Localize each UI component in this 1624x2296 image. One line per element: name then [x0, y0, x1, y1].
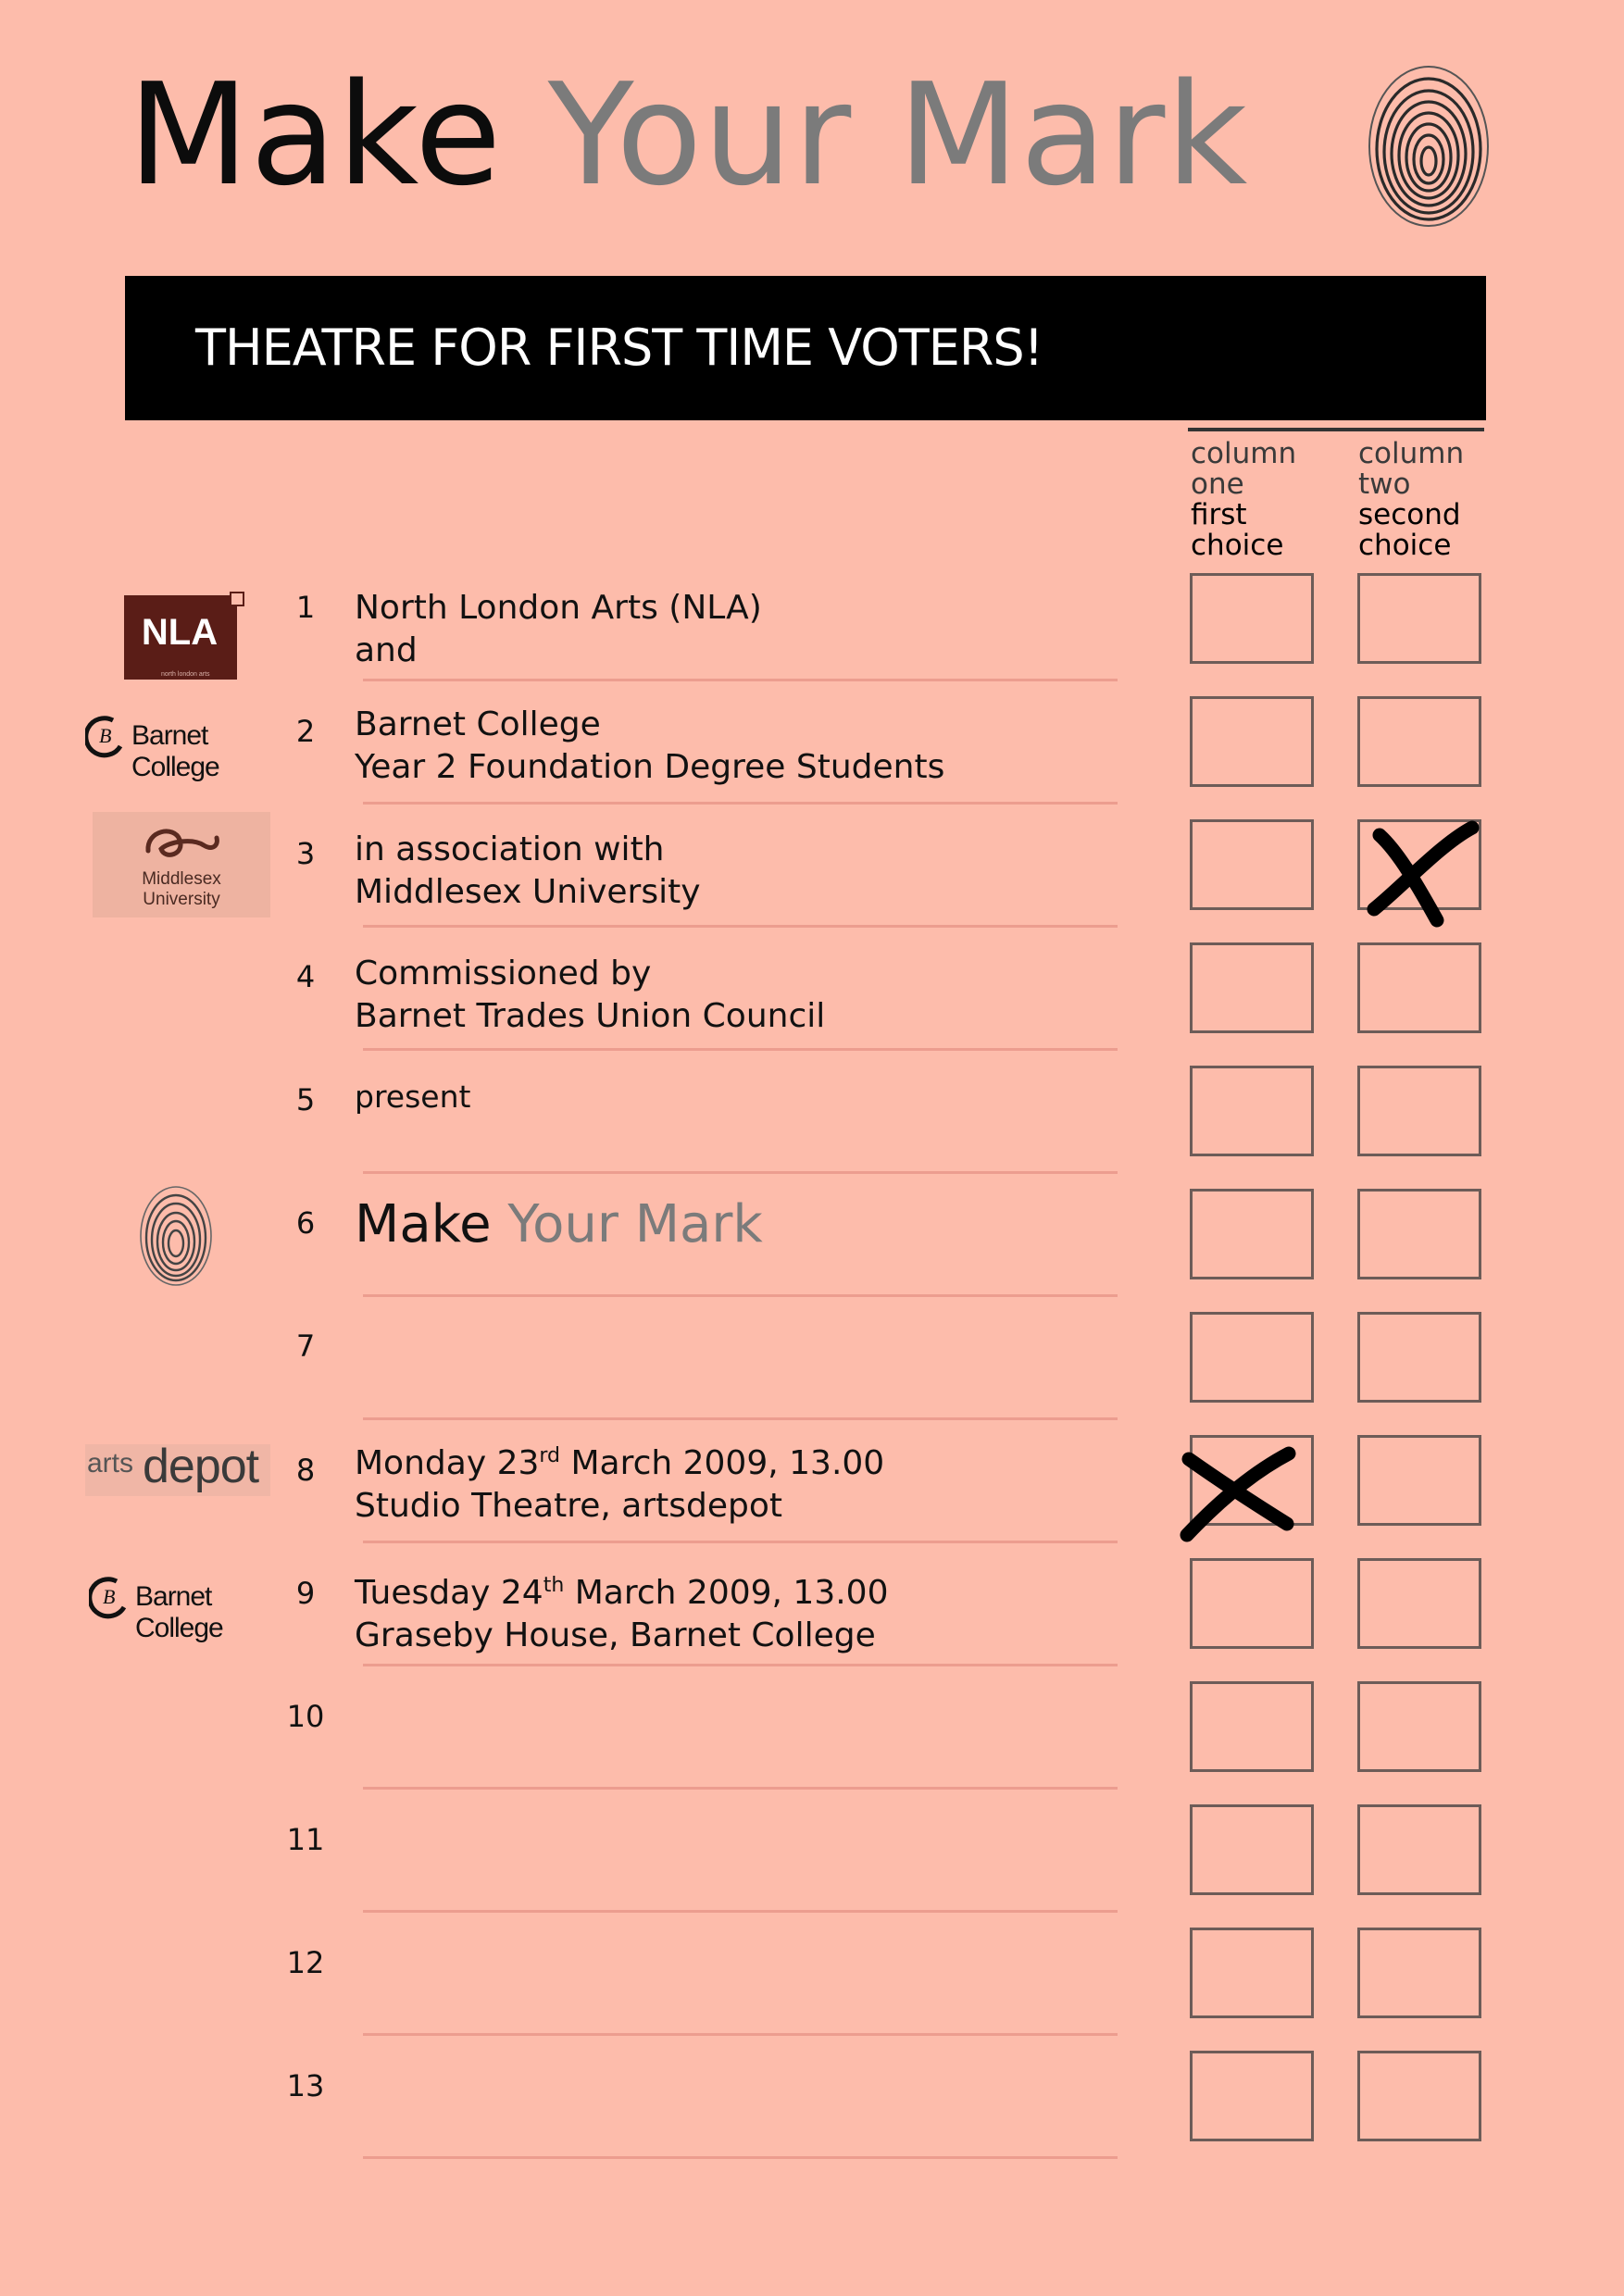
row-9-date-rest: March 2009, 13.00	[564, 1574, 889, 1612]
row-divider	[363, 802, 1118, 805]
row-11-second-choice-box[interactable]	[1357, 1804, 1481, 1895]
middlesex-logo-line2: University	[143, 890, 220, 909]
row-1-first-choice-box[interactable]	[1190, 573, 1314, 664]
middlesex-logo-line1: Middlesex	[142, 869, 221, 889]
column-two-header	[1358, 439, 1497, 561]
row-6-second-choice-box[interactable]	[1357, 1189, 1481, 1279]
row-9-first-choice-box[interactable]	[1190, 1558, 1314, 1649]
barnet-college-emblem-icon	[85, 715, 126, 759]
column-one-choice-word: choice	[1191, 529, 1284, 562]
first-choice-cross-mark-icon	[1174, 1444, 1304, 1544]
svg-text:B: B	[99, 724, 112, 747]
row-4-line2: Barnet Trades Union Council	[355, 997, 826, 1035]
row-divider	[363, 1294, 1118, 1297]
row-8-date-day: Monday 23	[355, 1444, 540, 1482]
row-number: 12	[286, 1945, 325, 1980]
column-two-number: two	[1358, 468, 1411, 501]
middlesex-swirl-icon	[137, 823, 226, 866]
row-number: 6	[295, 1205, 316, 1241]
artsdepot-logo-arts: arts	[87, 1448, 134, 1479]
title-make: Make	[128, 53, 503, 217]
row-9-date-suffix: th	[543, 1574, 565, 1597]
row-2-first-choice-box[interactable]	[1190, 696, 1314, 787]
row-divider	[363, 1787, 1118, 1790]
row-divider	[363, 1664, 1118, 1666]
row-8-line2: Studio Theatre, artsdepot	[355, 1487, 783, 1525]
row-1-line1: North London Arts (NLA)	[355, 589, 762, 627]
artsdepot-logo	[85, 1440, 270, 1496]
row-8-date-suffix: rd	[539, 1444, 560, 1467]
column-two-choice-word: choice	[1358, 529, 1452, 562]
row-divider	[363, 925, 1118, 928]
row-10-second-choice-box[interactable]	[1357, 1681, 1481, 1772]
nla-logo	[124, 595, 237, 680]
banner: THEATRE FOR FIRST TIME VOTERS!	[125, 276, 1486, 420]
second-choice-cross-mark-icon	[1363, 817, 1483, 930]
column-one-choice: first	[1191, 498, 1247, 531]
row-6-text	[355, 1194, 1114, 1255]
row-3-line1: in association with	[355, 830, 665, 868]
column-one-header	[1191, 439, 1330, 561]
row-6-your-mark: Your Mark	[507, 1194, 763, 1254]
barnet-college-logo-2	[89, 1574, 274, 1643]
column-header-rule	[1188, 428, 1484, 431]
row-8-second-choice-box[interactable]	[1357, 1435, 1481, 1526]
row-2-line2: Year 2 Foundation Degree Students	[355, 748, 945, 786]
row-divider	[363, 1910, 1118, 1913]
row-9-text	[355, 1565, 1114, 1657]
row-9-date-day: Tuesday 24	[355, 1574, 543, 1612]
title-your-mark: Your Mark	[547, 53, 1249, 217]
row-divider	[363, 679, 1118, 681]
row-5-first-choice-box[interactable]	[1190, 1066, 1314, 1156]
row-5-line1: present	[355, 1079, 471, 1115]
barnet-college-logo-text: Barnet College	[135, 1581, 223, 1643]
row-9-line1	[355, 1565, 1114, 1615]
row-5-second-choice-box[interactable]	[1357, 1066, 1481, 1156]
row-divider	[363, 1048, 1118, 1051]
row-12-first-choice-box[interactable]	[1190, 1928, 1314, 2018]
row-12-second-choice-box[interactable]	[1357, 1928, 1481, 2018]
row-divider	[363, 1417, 1118, 1420]
column-two-choice: second	[1358, 498, 1461, 531]
barnet-college-logo	[85, 713, 270, 782]
row-number: 8	[295, 1453, 316, 1488]
row-8-date-rest: March 2009, 13.00	[560, 1444, 885, 1482]
row-4-first-choice-box[interactable]	[1190, 942, 1314, 1033]
nla-corner-mark	[230, 592, 244, 606]
row-number: 3	[295, 836, 316, 871]
row-2-second-choice-box[interactable]	[1357, 696, 1481, 787]
row-7-first-choice-box[interactable]	[1190, 1312, 1314, 1403]
row-1-line2: and	[355, 631, 418, 669]
row-3-first-choice-box[interactable]	[1190, 819, 1314, 910]
row-5-text	[355, 1076, 1114, 1118]
row-1-second-choice-box[interactable]	[1357, 573, 1481, 664]
nla-logo-subtext: north london arts	[161, 671, 210, 678]
row-2-line1: Barnet College	[355, 705, 601, 743]
row-1-text	[355, 587, 1114, 672]
row-number: 10	[286, 1699, 325, 1734]
row-4-text	[355, 953, 1114, 1038]
row-number: 7	[295, 1329, 316, 1364]
fingerprint-icon	[1363, 61, 1494, 231]
middlesex-university-logo	[93, 812, 270, 917]
row-divider	[363, 2156, 1118, 2159]
row-number: 4	[295, 959, 316, 994]
row-4-second-choice-box[interactable]	[1357, 942, 1481, 1033]
row-6-make: Make	[355, 1194, 492, 1254]
column-two-label: column	[1358, 437, 1465, 470]
row-7-second-choice-box[interactable]	[1357, 1312, 1481, 1403]
row-6-first-choice-box[interactable]	[1190, 1189, 1314, 1279]
svg-text:B: B	[103, 1585, 116, 1608]
row-divider	[363, 1171, 1118, 1174]
barnet-college-logo-text: Barnet College	[131, 720, 219, 782]
row-11-first-choice-box[interactable]	[1190, 1804, 1314, 1895]
row-10-first-choice-box[interactable]	[1190, 1681, 1314, 1772]
row-8-line1	[355, 1435, 1114, 1485]
row-3-line2: Middlesex University	[355, 873, 701, 911]
fingerprint-small-icon	[137, 1183, 215, 1289]
row-number: 1	[295, 590, 316, 625]
row-3-text	[355, 829, 1114, 914]
row-4-line1: Commissioned by	[355, 955, 652, 992]
row-number: 11	[286, 1822, 325, 1857]
row-9-line2: Graseby House, Barnet College	[355, 1616, 876, 1654]
nla-logo-text: NLA	[141, 612, 219, 653]
row-2-text	[355, 704, 1114, 789]
barnet-college-emblem-icon	[89, 1576, 130, 1620]
row-number: 5	[295, 1082, 316, 1117]
row-number: 2	[295, 714, 316, 749]
row-divider	[363, 1541, 1118, 1543]
row-9-second-choice-box[interactable]	[1357, 1558, 1481, 1649]
row-divider	[363, 2033, 1118, 2036]
row-13-second-choice-box[interactable]	[1357, 2051, 1481, 2141]
row-8-text	[355, 1435, 1114, 1528]
row-number: 13	[286, 2068, 325, 2103]
artsdepot-logo-depot: depot	[143, 1440, 259, 1493]
column-one-number: one	[1191, 468, 1244, 501]
column-one-label: column	[1191, 437, 1297, 470]
row-number: 9	[295, 1576, 316, 1611]
row-13-first-choice-box[interactable]	[1190, 2051, 1314, 2141]
poster-title	[128, 53, 1249, 217]
